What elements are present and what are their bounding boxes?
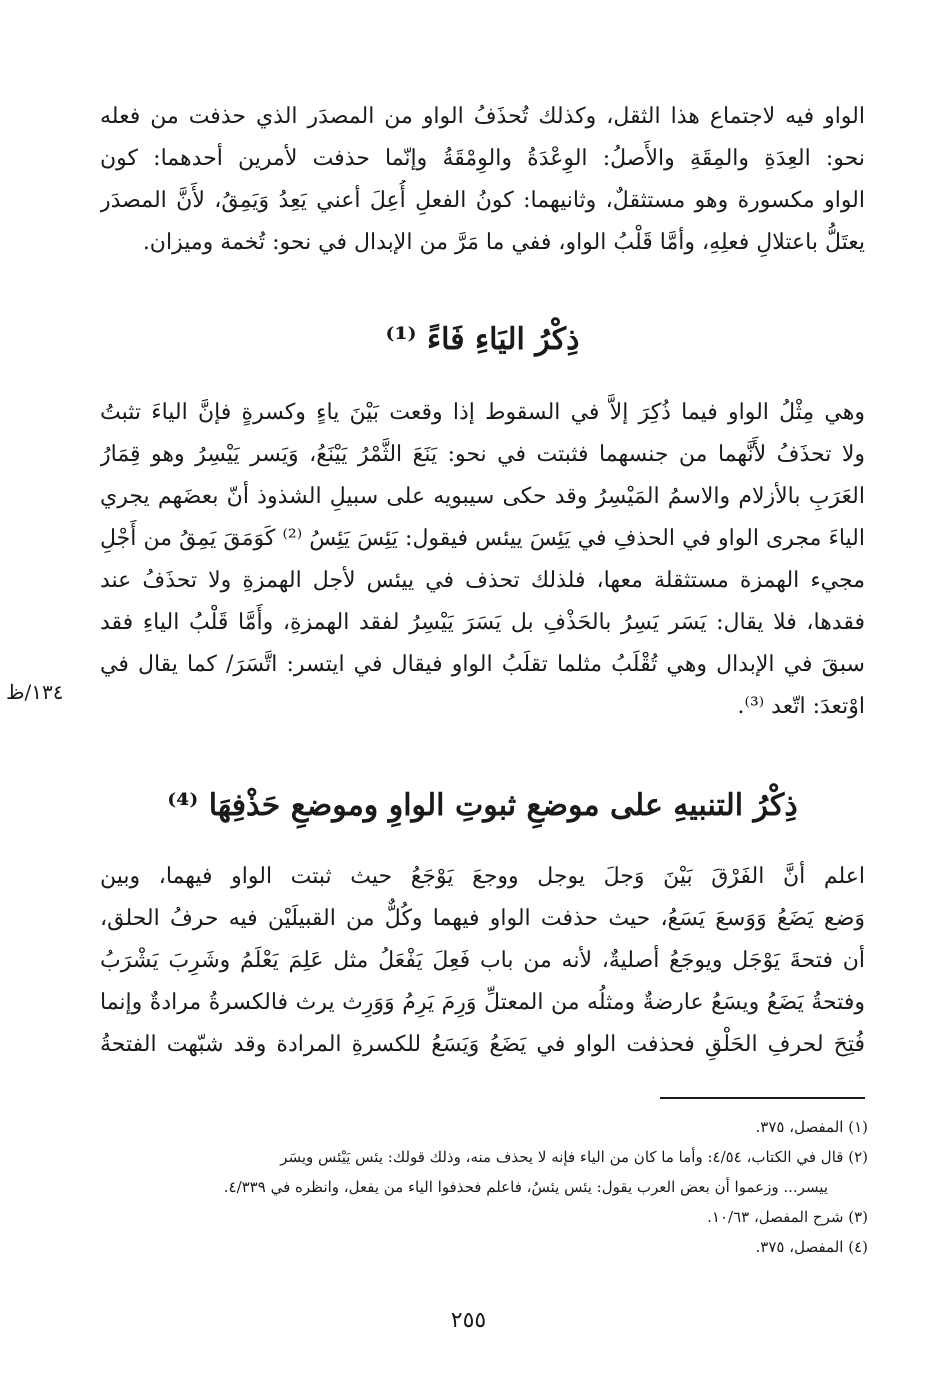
section-heading-1: ذِكْرُ اليَاءِ فَاءً ⁽¹⁾ [385, 322, 580, 357]
manuscript-folio-marker: ١٣٤/ظ [6, 680, 64, 704]
text-line: ولا تحذَفُ لأَنَّهما من جنسهما فثبتت في نحو: يَنَعَ الثَّمْرُ يَيْنَعُ، وَيَسر يَيْسِرُ وهو قِمَارُ [100, 442, 865, 467]
footnote-4: (٤) المفصل، ٣٧٥. [755, 1238, 868, 1256]
footnotes [100, 1112, 868, 1262]
text-line: الواو مكسورة وهو مستثقلٌ، وثانيهما: كونُ الفعلِ أُعِلَ أعني يَعِدُ وَيَمِقُ، لأَنَّ المصدَر [100, 188, 865, 213]
footnote-3: (٣) شرح المفصل، ١٠/٦٣. [707, 1208, 868, 1226]
paragraph-1 [100, 96, 865, 264]
text-line: سبقَ في الإبدال وهي تُقْلَبُ مثلما تقلَبُ الواو فيقال في ايتسر: اتَّسَرَ/ كما يقال في [100, 652, 865, 677]
text-line: فُتِحَ لحرفِ الحَلْقِ فحذفت الواو في يَضَعُ وَيَسَعُ للكسرةِ المرادة وقد شبّهت الفتحةُ [100, 1032, 865, 1057]
text-line: وفتحةُ يَضَعُ ويسَعُ عارضةٌ ومثلُه من المعتلِّ وَرِمَ يَرِمُ وَوَرِث يرث فالكسرةُ مرادةٌ وإنما [100, 990, 865, 1015]
text-line: وهي مِثْلُ الواو فيما ذُكِرَ إلاَّ في السقوط إذا وقعت بَيْنَ ياءٍ وكسرةٍ فإنَّ الياءَ تثبتُ [100, 400, 865, 425]
text-line: اوْتعدَ: اتّعد ⁽³⁾. [737, 694, 865, 719]
footnote-separator [660, 1097, 865, 1099]
text-line: اعلم أنَّ الفَرْقَ بَيْنَ وَجلَ يوجل ووجعَ يَوْجَعُ حيث ثبتت الواو فيهما، وبين [100, 864, 865, 889]
paragraph-3 [100, 856, 865, 1066]
text-line: يعتَلُّ باعتلالِ فعلِهِ، وأمَّا قَلْبُ الواو، ففي ما مَرَّ من الإبدال في نحو: تُخمة وميزان. [142, 230, 865, 255]
text-line: الواو فيه لاجتماع هذا الثقل، وكذلك تُحذَفُ الواو من المصدَر الذي حذفت من فعله [100, 104, 865, 129]
text-line: وَضع يَضَعُ وَوَسعَ يَسَعُ، حيث حذفت الواو فيهما وكُلٌّ من القبيلَيْن فيه حرفُ الحلق، [100, 906, 865, 931]
paragraph-2 [100, 392, 865, 728]
text-line: أن فتحةَ يَوْجَل ويوجَعُ أصليةٌ، لأنه من باب فَعِلَ يَفْعَلُ مثل عَلِمَ يَعْلَمُ وشَرِبَ يَشْرَبُ [100, 948, 865, 973]
text-line: الياءَ مجرى الواو في الحذفِ في يَئِسَ ييئس فيقول: يَئِسَ يَئِسُ ⁽²⁾ كَوَمَقَ يَمِقُ من أَجْلِ [100, 526, 865, 551]
footnote-2-continuation: ييسر... وزعموا أن بعض العرب يقول: يئس يئسُ، فاعلم فحذفوا الياء من يفعل، وانظره في ٤/٣٣٩. [223, 1178, 828, 1196]
text-line: فقدها، فلا يقال: يَسَر يَسِرُ بالحَذْفِ بل يَسَرَ يَيْسِرُ لفقد الهمزةِ، وأَمَّا قَلْبُ الياءِ فقد [100, 610, 865, 635]
text-line: العَرَبِ بالأزلام والاسمُ المَيْسِرُ وقد حكى سيبويه على سبيلِ الشذوذ أنّ بعضَهم يجري [100, 484, 865, 509]
section-heading-2: ذِكْرُ التنبيهِ على موضعِ ثبوتِ الواوِ وموضعِ حَذْفِهَا ⁽⁴⁾ [167, 788, 798, 823]
page-number: ٢٥٥ [450, 1308, 487, 1333]
text-line: مجيء الهمزة مستثقلة معها، فلذلك تحذف في ييئس لأجل الهمزةِ ولا تحذَفُ عند [100, 568, 865, 593]
text-line: نحو: العِدَةِ والمِقَةِ والأَصلُ: الوِعْدَةُ والوِمْقَةُ وإنّما حذفت لأمرين أحدهما: كون [100, 146, 865, 171]
footnote-2: (٢) قال في الكتاب، ٤/٥٤: وأما ما كان من الياء فإنه لا يحذف منه، وذلك قولك: يئس يَيْئس ويسَر [280, 1148, 868, 1166]
footnote-1: (١) المفصل، ٣٧٥. [755, 1118, 868, 1136]
